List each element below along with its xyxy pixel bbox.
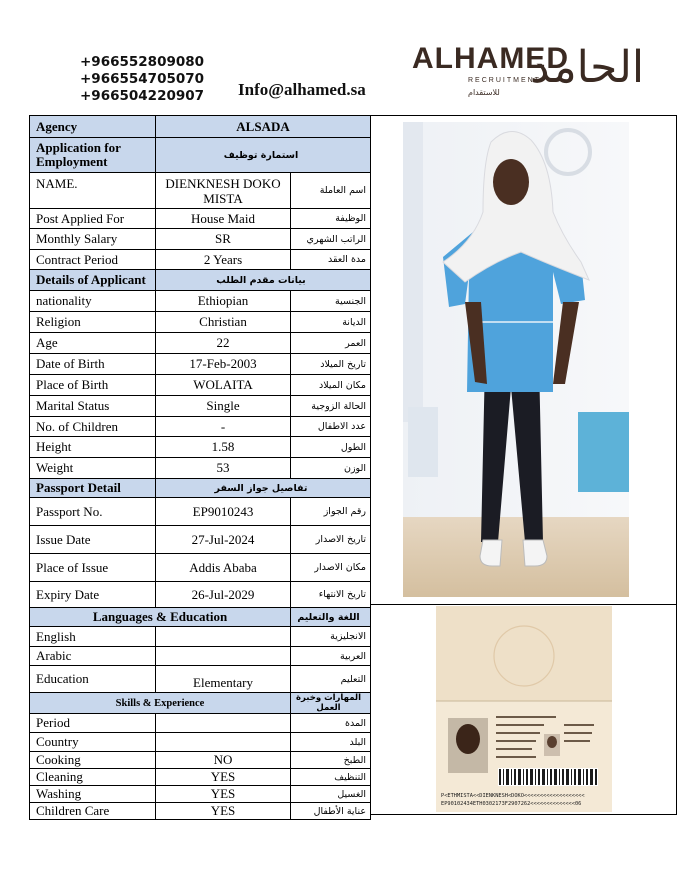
passport-barcode [498,768,598,786]
issue-date-value: 27-Jul-2024 [156,526,291,554]
cleaning-arabic: التنظيف [291,769,371,786]
childcare-row [30,803,371,820]
agency-value: ALSADA [156,116,371,138]
issue-date-arabic: تاريخ الاصدار [291,526,371,554]
period-value [156,714,291,733]
phone-3: +966504220907 [80,88,205,104]
pob-label: Place of Birth [30,375,156,396]
phone-1: +966552809080 [80,54,205,70]
period-arabic: المدة [291,714,371,733]
cleaning-label: Cleaning [30,769,156,786]
religion-arabic: الديانة [291,312,371,333]
logo-subtitle: RECRUITMENT [468,77,541,84]
washing-label: Washing [30,786,156,803]
period-row [30,714,371,733]
cooking-arabic: الطبخ [291,752,371,769]
skills-header-label: Skills & Experience [30,693,291,714]
expiry-row [30,582,371,608]
education-label: Education [30,666,156,693]
height-value: 1.58 [156,437,291,458]
details-header-arabic: بيانات مقدم الطلب [156,270,371,291]
expiry-label: Expiry Date [30,582,156,608]
pob-arabic: مكان الميلاد [291,375,371,396]
salary-arabic: الراتب الشهري [291,229,371,250]
cooking-value: NO [156,752,291,769]
application-form [29,115,371,820]
dob-row [30,354,371,375]
english-value [156,627,291,647]
photo-face [493,159,529,205]
marital-value: Single [156,396,291,417]
agency-row [30,116,371,138]
age-arabic: العمر [291,333,371,354]
passport-ghost-face [547,736,557,748]
weight-arabic: الوزن [291,458,371,479]
contract-label: Contract Period [30,250,156,270]
childcare-label: Children Care [30,803,156,820]
pob-value: WOLAITA [156,375,291,396]
application-arabic: استمارة توظيف [156,138,371,173]
passport-header-row [30,479,371,498]
arabic-arabic: العربية [291,647,371,666]
expiry-value: 26-Jul-2029 [156,582,291,608]
contract-arabic: مدة العقد [291,250,371,270]
dob-arabic: تاريخ الميلاد [291,354,371,375]
application-row [30,138,371,173]
issue-place-arabic: مكان الاصدار [291,554,371,582]
name-row [30,173,371,209]
agency-label: Agency [30,116,156,138]
passport-no-label: Passport No. [30,498,156,526]
issue-date-row [30,526,371,554]
logo-text: ALHAMED [412,42,569,75]
phone-2: +966554705070 [80,71,205,87]
salary-row [30,229,371,250]
religion-row [30,312,371,333]
expiry-arabic: تاريخ الانتهاء [291,582,371,608]
details-header-label: Details of Applicant [30,270,156,291]
arabic-label: Arabic [30,647,156,666]
marital-label: Marital Status [30,396,156,417]
height-label: Height [30,437,156,458]
religion-value: Christian [156,312,291,333]
post-row [30,209,371,229]
pob-row [30,375,371,396]
children-value: - [156,417,291,437]
passport-mrz-line-2: EP90102434ETH0302173F2907262<<<<<<<<<<<<<<06 [441,801,582,807]
logo-arabic-subtitle: للاستقدام [468,88,500,97]
post-arabic: الوظيفة [291,209,371,229]
children-arabic: عدد الاطفال [291,417,371,437]
marital-arabic: الحالة الزوجية [291,396,371,417]
photo-floor [403,517,629,597]
height-arabic: الطول [291,437,371,458]
name-value: DIENKNESH DOKO MISTA [156,173,291,209]
english-row [30,627,371,647]
application-label: Application for Employment [30,138,156,173]
height-row [30,437,371,458]
email: Info@alhamed.sa [238,80,366,99]
lang-header-row [30,608,371,627]
photo-blue-chair [578,412,629,492]
nationality-value: Ethiopian [156,291,291,312]
dob-label: Date of Birth [30,354,156,375]
issue-place-row [30,554,371,582]
age-label: Age [30,333,156,354]
weight-value: 53 [156,458,291,479]
nationality-label: nationality [30,291,156,312]
country-label: Country [30,733,156,752]
photo-side-table [408,407,438,477]
passport-no-value: EP9010243 [156,498,291,526]
logo-arabic: الحامد [530,42,645,93]
nationality-row [30,291,371,312]
education-value: Elementary [156,666,291,693]
arabic-value [156,647,291,666]
company-logo [408,30,645,108]
lang-header-arabic: اللغة والتعليم [291,608,371,627]
education-row [30,666,371,693]
weight-row [30,458,371,479]
photo-right-shoe [523,540,547,566]
passport-scan [436,606,612,812]
children-row [30,417,371,437]
lang-header-label: Languages & Education [30,608,291,627]
post-value: House Maid [156,209,291,229]
salary-label: Monthly Salary [30,229,156,250]
salary-value: SR [156,229,291,250]
passport-photo-face [456,724,480,754]
passport-header-label: Passport Detail [30,479,156,498]
washing-arabic: الغسيل [291,786,371,803]
age-row [30,333,371,354]
age-value: 22 [156,333,291,354]
photo-left-shoe [480,540,502,566]
nationality-arabic: الجنسية [291,291,371,312]
washing-row [30,786,371,803]
contract-value: 2 Years [156,250,291,270]
marital-row [30,396,371,417]
passport-no-arabic: رقم الجواز [291,498,371,526]
religion-label: Religion [30,312,156,333]
passport-upper-page [436,606,612,701]
arabic-row [30,647,371,666]
passport-header-arabic: تفاصيل جواز السفر [156,479,371,498]
weight-label: Weight [30,458,156,479]
country-value [156,733,291,752]
name-label: NAME. [30,173,156,209]
photo-wall-panel [403,122,423,422]
childcare-value: YES [156,803,291,820]
skills-header-arabic: المهارات وخبرة العمل [291,693,371,714]
phone-numbers [80,54,204,105]
country-arabic: البلد [291,733,371,752]
education-arabic: التعليم [291,666,371,693]
passport-mrz-line-1: P<ETHMISTA<<DIENKNESH<DOKO<<<<<<<<<<<<<<<<<<< [441,793,585,799]
cooking-label: Cooking [30,752,156,769]
english-arabic: الانجليزية [291,627,371,647]
skills-header-row [30,693,371,714]
period-label: Period [30,714,156,733]
english-label: English [30,627,156,647]
country-row [30,733,371,752]
dob-value: 17-Feb-2003 [156,354,291,375]
cooking-row [30,752,371,769]
issue-place-label: Place of Issue [30,554,156,582]
details-header-row [30,270,371,291]
childcare-arabic: عناية الأطفال [291,803,371,820]
washing-value: YES [156,786,291,803]
applicant-photo [403,122,629,597]
cleaning-value: YES [156,769,291,786]
post-label: Post Applied For [30,209,156,229]
contract-row [30,250,371,270]
cleaning-row [30,769,371,786]
children-label: No. of Children [30,417,156,437]
passport-no-row [30,498,371,526]
issue-place-value: Addis Ababa [156,554,291,582]
name-arabic: اسم العاملة [291,173,371,209]
issue-date-label: Issue Date [30,526,156,554]
